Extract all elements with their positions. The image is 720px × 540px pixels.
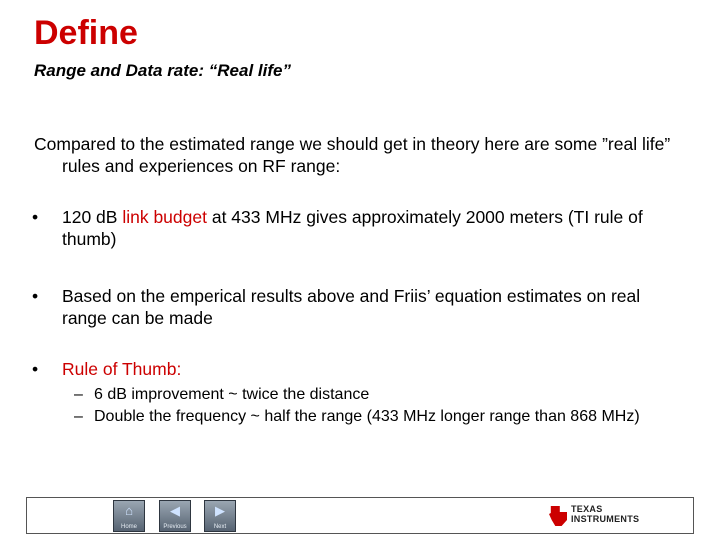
sub-bullet-marker: – [74,386,83,403]
arrow-left-icon: ◀ [170,503,180,518]
bullet-text: Rule of Thumb: [62,359,182,379]
sub-bullet-frequency [34,406,674,428]
bullet-marker: • [32,359,39,379]
ti-logo-text-line2: INSTRUMENTS [571,514,640,524]
next-button-label: Next [213,524,227,530]
bullet-text: 120 dB [62,207,123,227]
home-button-label: Home [120,524,137,530]
home-icon: ⌂ [125,503,133,518]
ti-logo-icon [549,506,567,526]
sub-bullet-6db [34,384,674,406]
bullet-marker: • [32,207,39,227]
footer-bar [26,497,694,534]
slide-body [34,133,674,428]
sub-bullet-text: 6 dB improvement ~ twice the distance [94,386,370,403]
previous-button-label: Previous [163,524,187,530]
intro-paragraph: Compared to the estimated range we should get in theory here are some ”real life” rules and experiences on RF range: [34,134,671,176]
home-button[interactable] [113,500,145,532]
sub-bullet-text: Double the frequency ~ half the range (433 MHz longer range than 868 MHz) [94,408,640,425]
bullet-link-budget [34,206,674,250]
next-button[interactable] [204,500,236,532]
bullet-marker: • [32,286,39,306]
ti-logo-text-line1: TEXAS [571,504,603,514]
slide-subtitle: Range and Data rate: “Real life” [34,61,291,80]
bullet-text: at 433 MHz gives approximately 2000 meters (TI rule of thumb) [62,207,643,249]
sub-bullet-marker: – [74,408,83,425]
bullet-text: Based on the emperical results above and Friis’ equation estimates on real range can be made [62,286,641,328]
link-budget-link[interactable]: link budget [122,207,207,227]
bullet-rule-of-thumb [34,358,674,380]
previous-button[interactable] [159,500,191,532]
arrow-right-icon: ▶ [215,503,225,518]
slide-title: Define [34,14,138,52]
bullet-friis [34,285,674,329]
ti-logo-text [571,504,639,524]
